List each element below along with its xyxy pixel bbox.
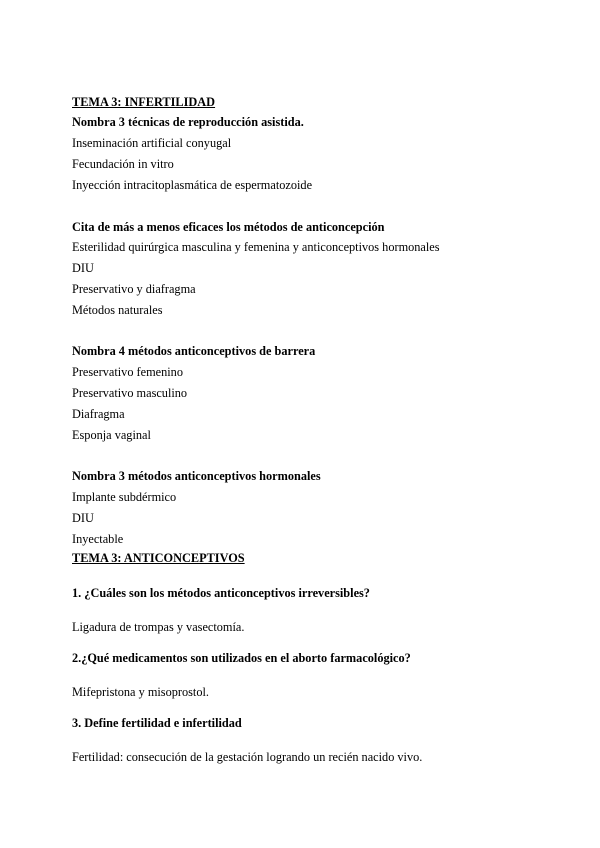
answer-line: Preservativo femenino [72, 365, 183, 379]
answer-line: Implante subdérmico [72, 490, 177, 504]
answer-line: Fecundación in vitro [72, 157, 174, 171]
question-hormonal-methods: Nombra 3 métodos anticonceptivos hormonales [72, 469, 321, 483]
answer-line: Ligadura de trompas y vasectomía. [72, 620, 245, 634]
question-barrier-methods: Nombra 4 métodos anticonceptivos de barrera [72, 344, 316, 358]
answer-line: Esponja vaginal [72, 428, 151, 442]
question-irreversible-methods: 1. ¿Cuáles son los métodos anticonceptivos irreversibles? [72, 586, 370, 600]
question-contraception-efficacy: Cita de más a menos eficaces los métodos de anticoncepción [72, 220, 385, 234]
answer-line: DIU [72, 261, 94, 275]
question-abortion-drugs: 2.¿Qué medicamentos son utilizados en el aborto farmacológico? [72, 651, 411, 665]
answer-line: Inseminación artificial conyugal [72, 136, 232, 150]
answer-line: Diafragma [72, 407, 125, 421]
answer-line: Esterilidad quirúrgica masculina y femenina y anticonceptivos hormonales [72, 240, 440, 254]
answer-line: Mifepristona y misoprostol. [72, 685, 209, 699]
question-fertility-definition: 3. Define fertilidad e infertilidad [72, 716, 242, 730]
answer-line: Inyección intracitoplasmática de espermatozoide [72, 178, 313, 192]
answer-line: Fertilidad: consecución de la gestación logrando un recién nacido vivo. [72, 750, 423, 764]
answer-line: Inyectable [72, 532, 124, 546]
answer-line: Preservativo y diafragma [72, 282, 196, 296]
answer-line: Preservativo masculino [72, 386, 188, 400]
answer-line: DIU [72, 511, 94, 525]
answer-line: Métodos naturales [72, 303, 163, 317]
question-reproduction-techniques: Nombra 3 técnicas de reproducción asistida. [72, 115, 304, 129]
section-title-infertilidad: TEMA 3: INFERTILIDAD [72, 95, 216, 109]
section-title-anticonceptivos: TEMA 3: ANTICONCEPTIVOS [72, 551, 245, 565]
